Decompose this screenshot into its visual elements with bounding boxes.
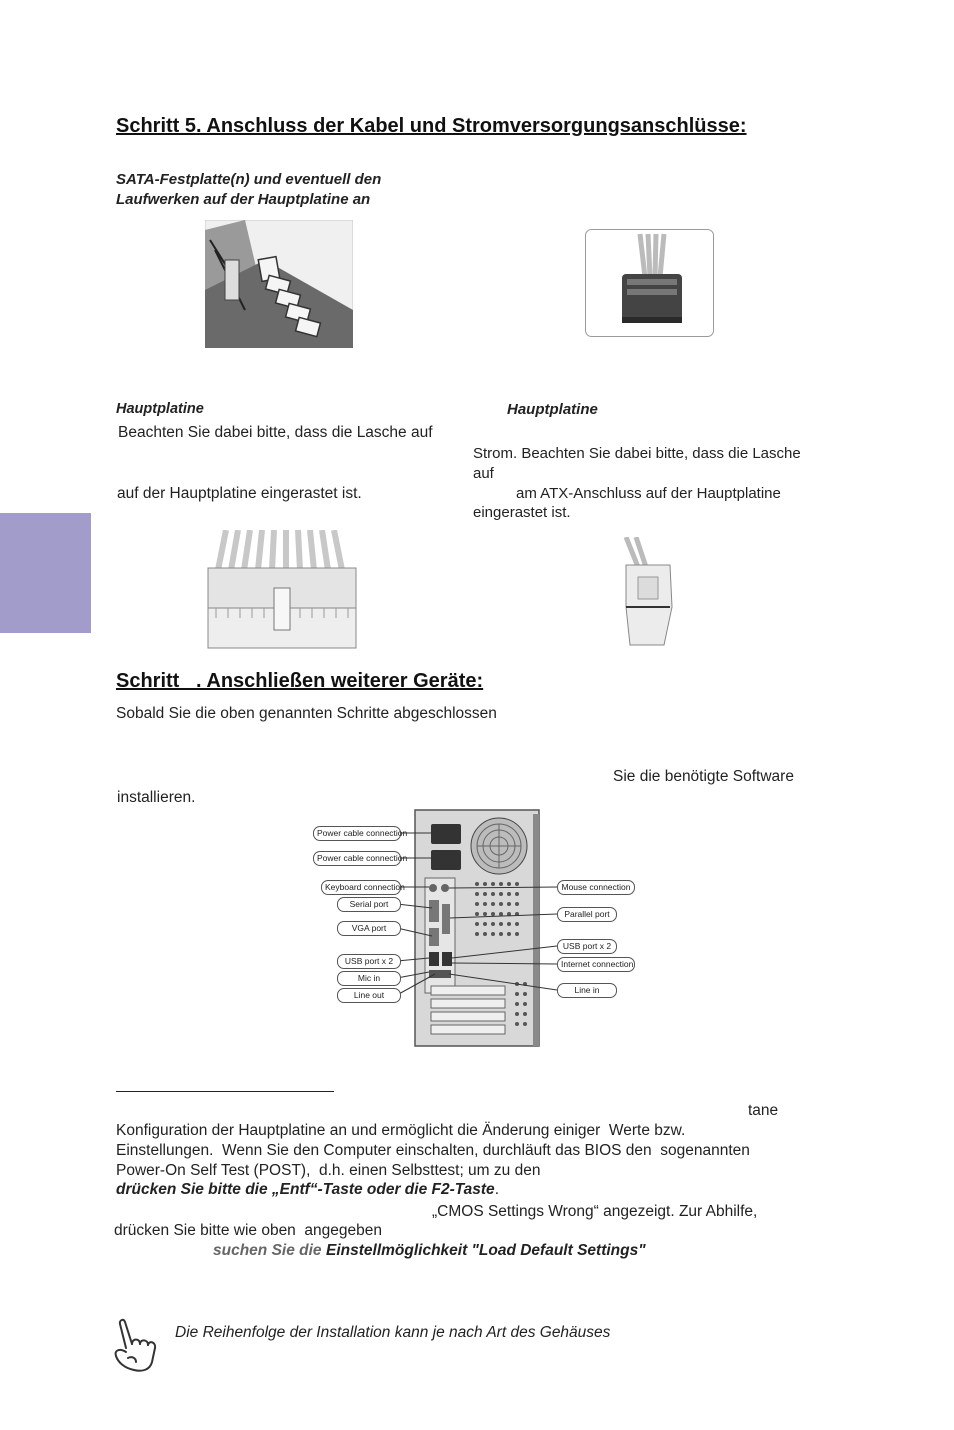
right-text-4: eingerastet ist. xyxy=(473,504,571,521)
side-chapter-tab xyxy=(0,513,91,633)
label-mouse-connection: Mouse connection xyxy=(557,880,635,895)
label-power-cable-connection-2: Power cable connection xyxy=(313,851,401,866)
bios-line-3: Power-On Self Test (POST), d.h. einen Selbsttest; um zu den xyxy=(116,1162,541,1179)
rear-panel-diagram xyxy=(305,808,645,1050)
bios-line-5: „CMOS Settings Wrong“ angezeigt. Zur Abhilfe, xyxy=(432,1203,758,1220)
sata-intro-line1: SATA-Festplatte(n) und eventuell den xyxy=(116,171,382,188)
bios-key-instruction: drücken Sie bitte die „Entf“-Taste oder die F2-Taste xyxy=(116,1181,495,1198)
left-column-label: Hauptplatine xyxy=(116,401,204,417)
sata-intro-line2: Laufwerken auf der Hauptplatine an xyxy=(116,191,371,208)
left-text-2: auf der Hauptplatine eingerastet ist. xyxy=(117,485,362,502)
atx12v-connector-photo xyxy=(620,537,676,647)
left-text-1: Beachten Sie dabei bitte, dass die Lasche auf xyxy=(118,424,433,441)
label-parallel-port: Parallel port xyxy=(557,907,617,922)
label-mic-in: Mic in xyxy=(337,971,401,986)
label-vga-port: VGA port xyxy=(337,921,401,936)
label-keyboard-connection: Keyboard connection xyxy=(321,880,401,895)
bios-line-1: Konfiguration der Hauptplatine an und ermöglicht die Änderung einiger Werte bzw. xyxy=(116,1122,686,1139)
sata-ports-photo xyxy=(205,220,353,348)
step5-heading: Schritt 5. Anschluss der Kabel und Stromversorgungsanschlüsse: xyxy=(116,115,747,137)
step6-text-3: installieren. xyxy=(117,789,196,806)
right-column-label: Hauptplatine xyxy=(507,401,598,418)
label-usb-port-left: USB port x 2 xyxy=(337,954,401,969)
sata-power-connector-photo xyxy=(585,229,714,337)
bios-line-0: tane xyxy=(748,1102,779,1119)
step6-text-1: Sobald Sie die oben genannten Schritte abgeschlossen xyxy=(116,705,497,722)
label-line-out: Line out xyxy=(337,988,401,1003)
bios-line-7 xyxy=(213,1242,646,1260)
label-usb-port-right: USB port x 2 xyxy=(557,939,617,954)
label-internet-connection: Internet connection xyxy=(557,957,635,972)
bios-line-4 xyxy=(116,1181,499,1199)
pointing-hand-icon xyxy=(112,1318,160,1374)
section-divider xyxy=(116,1091,334,1092)
right-text-1: Strom. Beachten Sie dabei bitte, dass die Lasche xyxy=(473,445,801,462)
label-serial-port: Serial port xyxy=(337,897,401,912)
bios-line-7a: suchen Sie die xyxy=(213,1242,322,1259)
step6-text-2: Sie die benötigte Software xyxy=(613,768,794,785)
bios-load-default-settings: Einstellmöglichkeit "Load Default Settings" xyxy=(326,1242,646,1259)
label-line-in: Line in xyxy=(557,983,617,998)
label-power-cable-connection-1: Power cable connection xyxy=(313,826,401,841)
right-text-2: auf xyxy=(473,465,494,482)
atx-connector-photo xyxy=(206,530,358,650)
right-text-3: am ATX-Anschluss auf der Hauptplatine xyxy=(516,485,781,502)
step6-heading: Schritt . Anschließen weiterer Geräte: xyxy=(116,670,484,692)
bios-line-4-period: . xyxy=(494,1181,499,1198)
bios-line-2: Einstellungen. Wenn Sie den Computer einschalten, durchläuft das BIOS den sogenannten xyxy=(116,1142,750,1159)
note-text: Die Reihenfolge der Installation kann je nach Art des Gehäuses xyxy=(175,1324,611,1341)
bios-line-6: drücken Sie bitte wie oben angegeben xyxy=(114,1222,383,1239)
